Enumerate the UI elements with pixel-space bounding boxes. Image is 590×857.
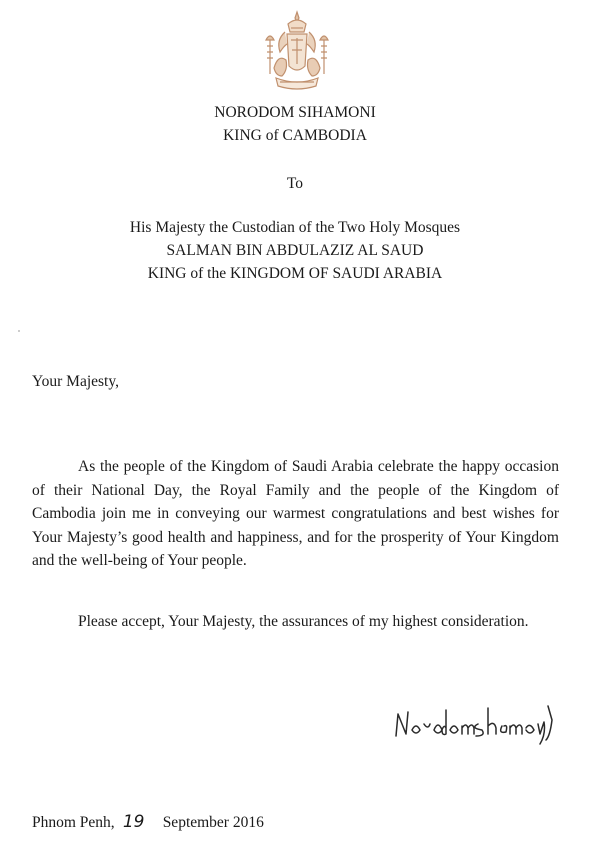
date-month-year: September 2016: [162, 814, 264, 831]
sender-name: NORODOM SIHAMONI: [214, 104, 376, 121]
date-place: Phnom Penh,: [32, 814, 115, 831]
royal-coat-of-arms-icon: [258, 10, 336, 94]
salutation: Your Majesty,: [32, 373, 119, 390]
body-paragraph-2: Please accept, Your Majesty, the assurances of my highest consideration.: [78, 613, 529, 630]
recipient-honorific: His Majesty the Custodian of the Two Holy Mosques: [129, 219, 461, 236]
to-label: To: [286, 175, 304, 192]
sender-title: KING of CAMBODIA: [223, 127, 367, 144]
date-day: 19: [122, 812, 145, 832]
body-paragraph-1: As the people of the Kingdom of Saudi Arabia celebrate the happy occasion of their National Day, the Royal Family and the people of the Kingdom of Cambodia join me in conveying our warmest congratulations and best wishes for Your Majesty’s good health and happiness, and for the prosperity of Your Kingdom and the well-being of Your people.: [32, 458, 559, 570]
paper-speck: [18, 330, 20, 332]
handwritten-signature: [390, 700, 555, 748]
recipient-title: KING of the KINGDOM OF SAUDI ARABIA: [147, 265, 443, 282]
date-line: [32, 812, 264, 832]
recipient-name: SALMAN BIN ABDULAZIZ AL SAUD: [166, 242, 424, 259]
